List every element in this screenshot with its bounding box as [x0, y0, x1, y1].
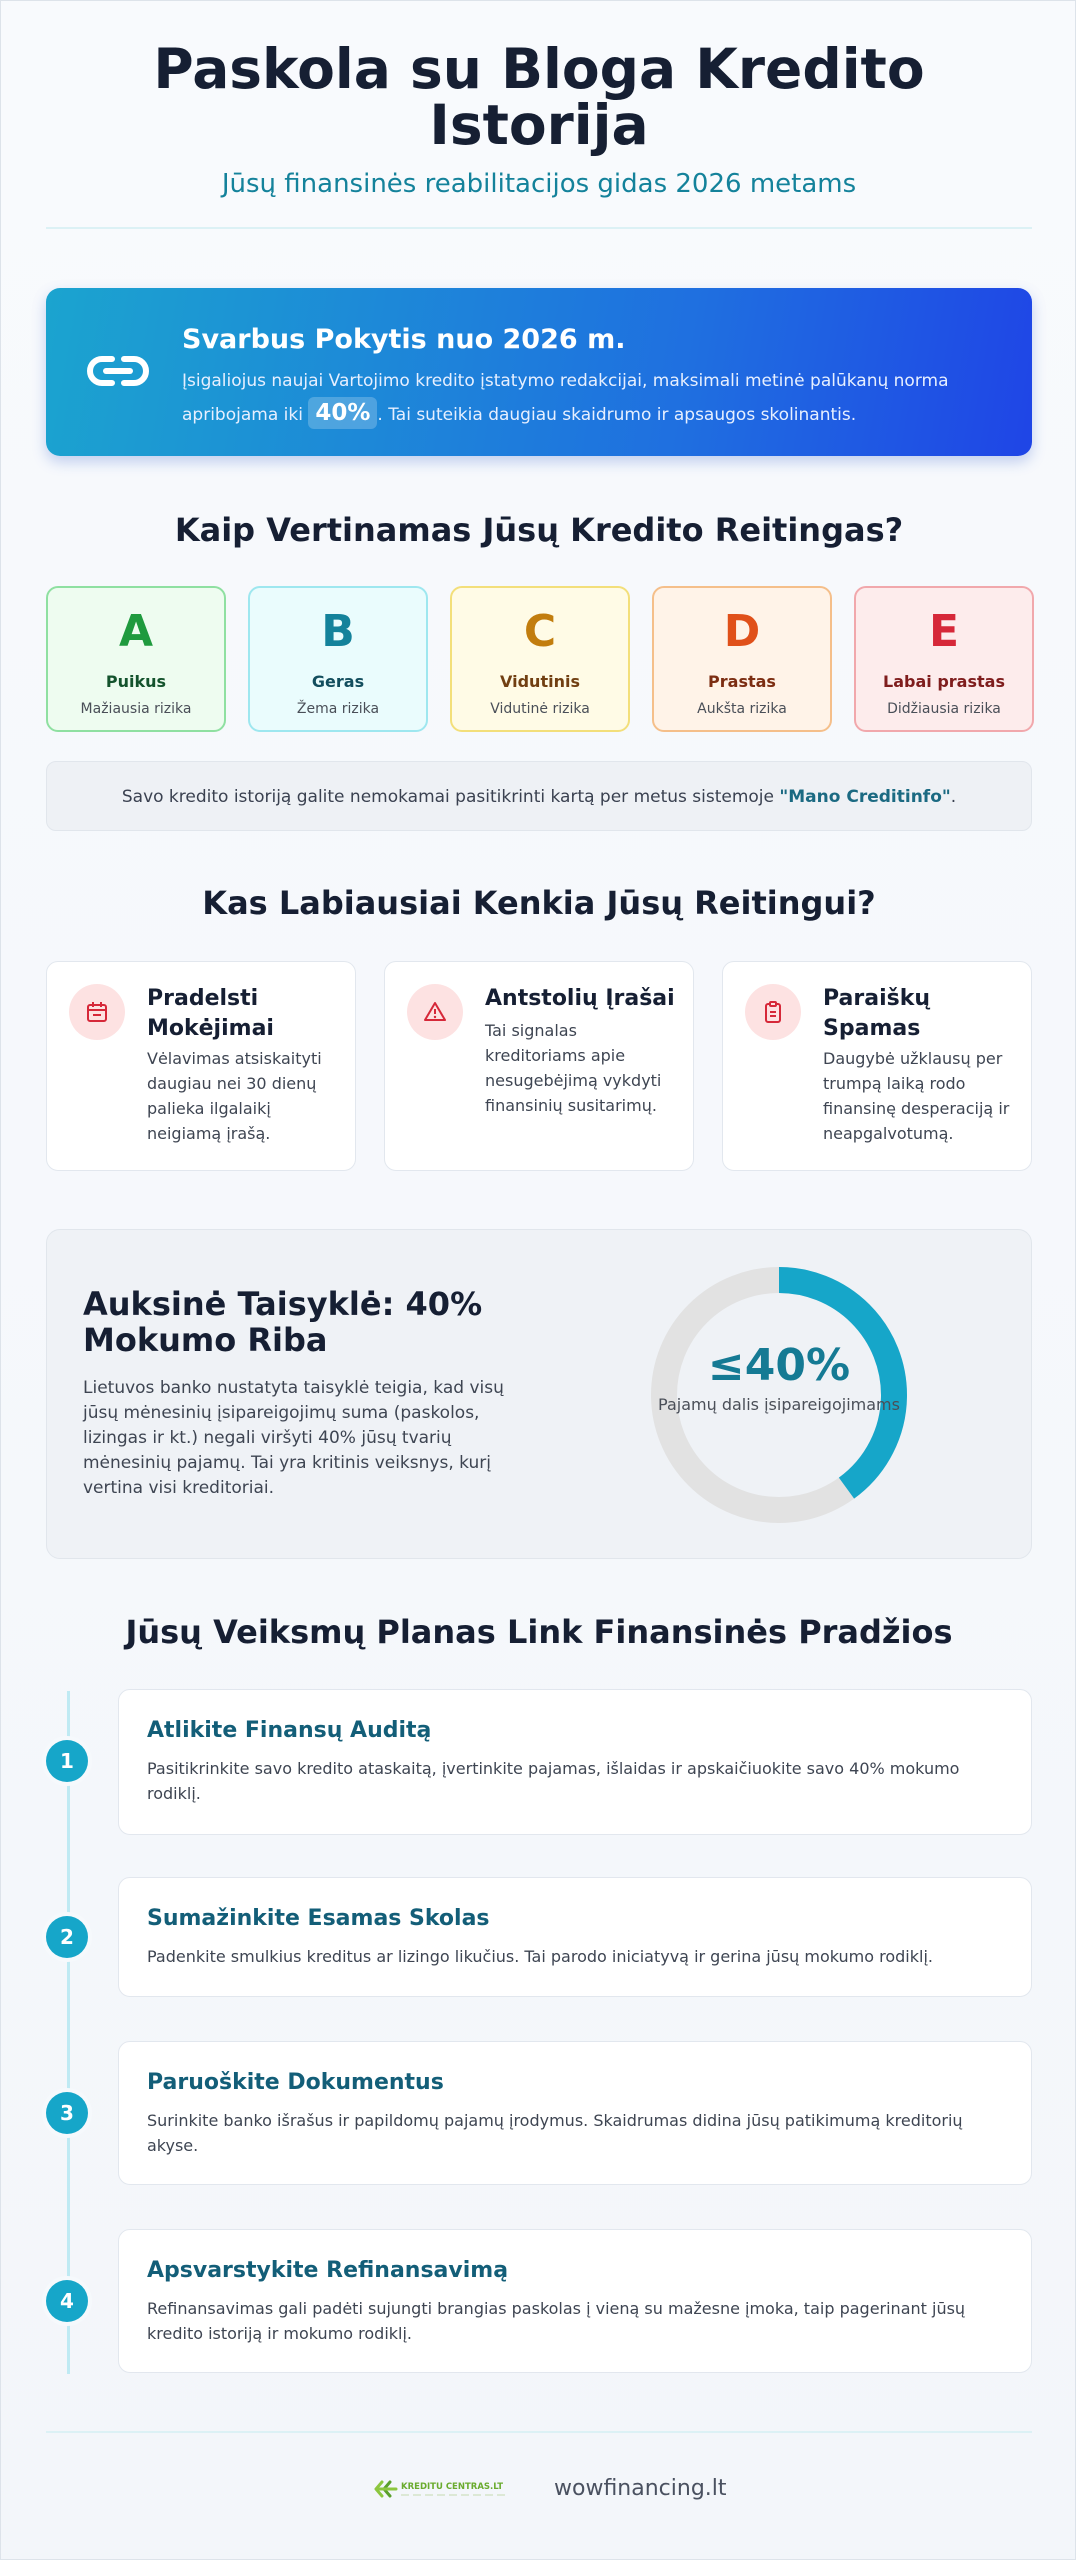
- step-title: Paruoškite Dokumentus: [147, 2070, 444, 2095]
- header-divider: [46, 227, 1032, 229]
- grade-risk: Didžiausia rizika: [887, 701, 1001, 717]
- step-card: [118, 1877, 1032, 1997]
- banner-text: [182, 366, 1002, 431]
- banner-text-end: . Tai suteikia daugiau skaidrumo ir apsaugos skolinantis.: [377, 405, 857, 425]
- kreditu-centras-logo[interactable]: [374, 2477, 516, 2501]
- step-text: Pasitikrinkite savo kredito ataskaitą, įvertinkite pajamas, išlaidas ir apskaičiuokite savo 40% mokumo rodiklį.: [147, 1759, 960, 1803]
- calendar-icon: [85, 1000, 109, 1024]
- header: [46, 37, 1032, 199]
- creditinfo-note: [46, 761, 1032, 831]
- step-title: Sumažinkite Esamas Skolas: [147, 1906, 490, 1931]
- step-number: 4: [46, 2280, 88, 2322]
- creditinfo-note-end: .: [950, 787, 957, 807]
- grade-risk: Žema rizika: [296, 701, 380, 717]
- threat-title: Paraiškų Spamas: [823, 986, 931, 1041]
- threat-icon-wrap: [69, 984, 125, 1040]
- grade-name: Puikus: [105, 672, 167, 691]
- banner-title: Svarbus Pokytis nuo 2026 m.: [182, 324, 626, 355]
- golden-rule-panel: [46, 1229, 1032, 1559]
- creditinfo-note-text: Savo kredito istoriją galite nemokamai pasitikrinti kartą per metus sistemoje: [121, 787, 780, 807]
- action-plan-title: Jūsų Veiksmų Planas Link Finansinės Pradžios: [125, 1613, 953, 1651]
- grade-card-c: [450, 586, 630, 732]
- step-card: [118, 2229, 1032, 2373]
- grade-letter: E: [928, 606, 960, 657]
- grade-name: Geras: [311, 672, 365, 691]
- grade-letter: C: [523, 606, 557, 657]
- timeline-line: [67, 1691, 70, 2374]
- grade-risk: Vidutinė rizika: [490, 701, 590, 717]
- golden-rule-text: Lietuvos banko nustatyta taisyklė teigia, kad visų jūsų mėnesinių įsipareigojimų suma (paskolos, lizingas ir kt.) negali viršyti 40% jūsų tvarių mėnesinių pajamų. Tai yra kritinis veiksnys, kurį vertina visi kreditoriai.: [83, 1378, 504, 1498]
- threat-text: Tai signalas kreditoriams apie nesugebėjimą vykdyti finansinių susitarimų.: [485, 1021, 662, 1115]
- step-text: Surinkite banko išrašus ir papildomų pajamų įrodymus. Skaidrumas didina jūsų patikimumą kreditorių akyse.: [147, 2111, 963, 2155]
- change-banner: [46, 288, 1032, 456]
- grade-card-e: [854, 586, 1034, 732]
- grade-letter: D: [723, 606, 761, 657]
- grade-letter: B: [321, 606, 355, 657]
- grade-letter: A: [118, 606, 154, 657]
- threat-icon-wrap: [745, 984, 801, 1040]
- step-text: Padenkite smulkius kreditus ar lizingo likučius. Tai parodo iniciatyvą ir gerina jūsų mokumo rodiklį.: [147, 1947, 933, 1966]
- step-title: Apsvarstykite Refinansavimą: [147, 2258, 509, 2283]
- step-card: [118, 1689, 1032, 1835]
- step-number: 1: [46, 1740, 88, 1782]
- threat-icon-wrap: [407, 984, 463, 1040]
- golden-rule-title: Auksinė Taisyklė: 40% Mokumo Riba: [83, 1285, 483, 1359]
- donut-label: Pajamų dalis įsipareigojimams: [658, 1395, 900, 1414]
- grade-risk: Aukšta rizika: [697, 701, 787, 717]
- creditinfo-link[interactable]: "Mano Creditinfo": [779, 787, 951, 807]
- grade-name: Prastas: [708, 672, 776, 691]
- banner-text-start: Įsigaliojus naujai Vartojimo kredito įstatymo redakcijai, maksimali metinė palūkanų norma apribojama iki: [182, 371, 949, 425]
- threat-text: Vėlavimas atsiskaityti daugiau nei 30 dienų palieka ilgalaikį neigiamą įrašą.: [147, 1049, 322, 1143]
- threat-title: Pradelsti Mokėjimai: [147, 986, 274, 1041]
- threat-card-bailiff-records: [384, 961, 694, 1171]
- footer-divider: [46, 2431, 1032, 2433]
- threat-card-late-payments: [46, 961, 356, 1171]
- rating-section-title: Kaip Vertinamas Jūsų Kredito Reitingas?: [174, 511, 904, 549]
- step-number: 2: [46, 1916, 88, 1958]
- page-subtitle: Jūsų finansinės reabilitacijos gidas 2026 metams: [221, 169, 857, 199]
- threat-text: Daugybė užklausų per trumpą laiką rodo finansinę desperaciją ir neapgalvotumą.: [823, 1049, 1010, 1143]
- grade-name: Labai prastas: [883, 672, 1005, 691]
- step-card: [118, 2041, 1032, 2185]
- banner-highlight: 40%: [308, 397, 377, 429]
- footer-site-link[interactable]: wowfinancing.lt: [554, 2476, 727, 2501]
- warning-icon: [423, 1000, 447, 1024]
- grade-risk: Mažiausia rizika: [80, 701, 192, 717]
- threats-section-title: Kas Labiausiai Kenkia Jūsų Reitingui?: [202, 884, 876, 922]
- link-icon: [82, 343, 154, 399]
- donut-value: ≤40%: [707, 1340, 851, 1391]
- threat-title: Antstolių Įrašai: [485, 986, 675, 1011]
- page-title: Paskola su Bloga Kredito Istorija: [153, 37, 925, 157]
- step-text: Refinansavimas gali padėti sujungti brangias paskolas į vieną su mažesne įmoka, taip pagerinant jūsų kredito istoriją ir mokumo rodiklį.: [147, 2299, 966, 2343]
- grade-card-b: [248, 586, 428, 732]
- clipboard-icon: [761, 1000, 785, 1024]
- threat-card-application-spam: [722, 961, 1032, 1171]
- grade-card-d: [652, 586, 832, 732]
- grade-card-a: [46, 586, 226, 732]
- logo-text: KREDITU CENTRAS.LT: [401, 2482, 504, 2492]
- step-title: Atlikite Finansų Auditą: [147, 1718, 432, 1743]
- step-number: 3: [46, 2092, 88, 2134]
- grade-name: Vidutinis: [500, 672, 580, 691]
